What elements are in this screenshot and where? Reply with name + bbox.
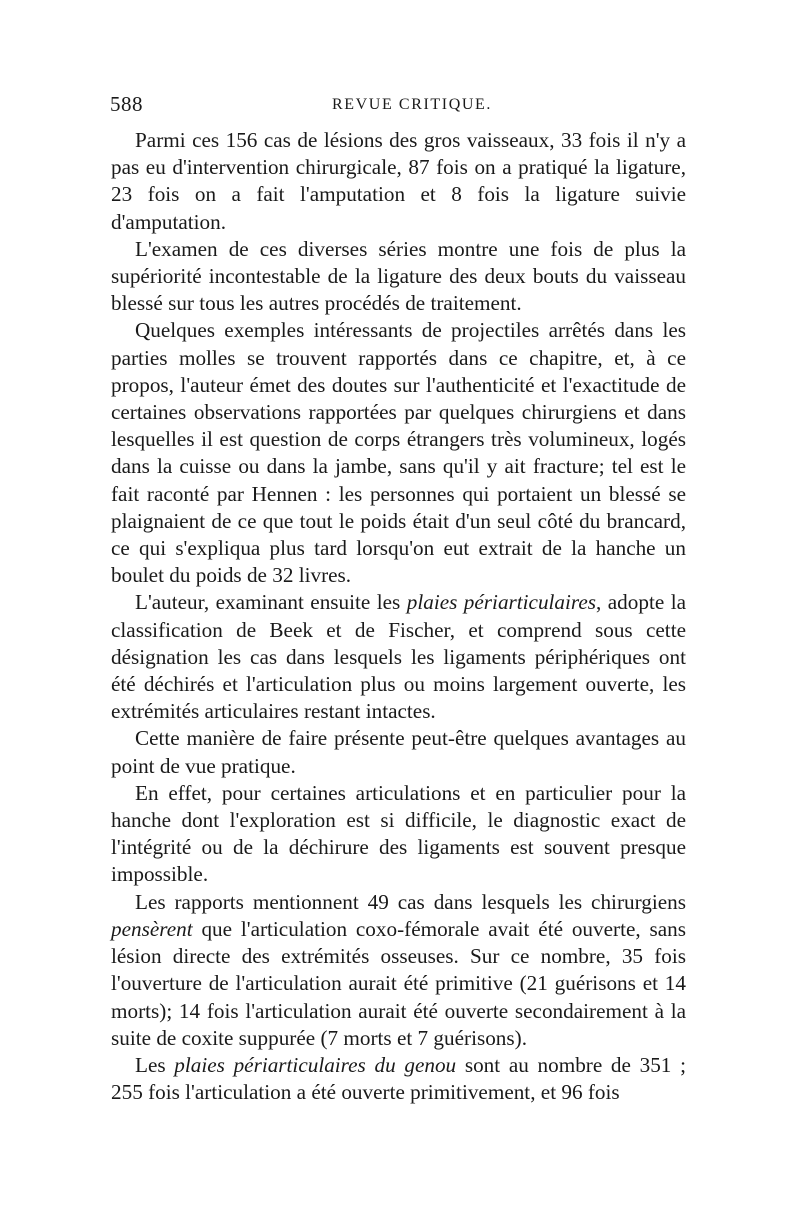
paragraph-4 — [111, 589, 686, 725]
text-segment: Cette manière de faire présente peut-être quelques avantages au point de vue pratique. — [111, 726, 686, 778]
text-segment: Quelques exemples intéressants de projectiles arrêtés dans les parties molles se trouvent rapportés dans ce chapitre, et, à ce propos, l'auteur émet des doutes sur l'authenticité et l'exactitude de certaines observations rapportées par quelques chirurgiens et dans lesquelles il est question de corps étrangers très volumineux, logés dans la cuisse ou dans la jambe, sans qu'il y ait fracture; tel est le fait raconté par Hennen : les personnes qui portaient un blessé se plaignaient de ce que tout le poids était d'un seul côté du brancard, ce qui s'expliqua plus tard lorsqu'on eut extrait de la hanche un boulet du poids de 32 livres. — [111, 318, 686, 588]
italic-term: pensèrent — [111, 916, 193, 941]
text-segment: sont au nombre de 351 ; 255 fois l'articulation a été ouverte primitivement, et 96 fois — [111, 1052, 686, 1105]
italic-term: plaies périarticulaires — [406, 590, 597, 615]
page-number: 588 — [110, 92, 143, 116]
italic-term: plaies périarticulaires du genou — [174, 1052, 457, 1077]
paragraph-2 — [111, 236, 686, 318]
paragraph-5 — [111, 725, 686, 779]
text-segment: Parmi ces 156 cas de lésions des gros vaisseaux, 33 fois il n'y a pas eu d'intervention chirurgicale, 87 fois on a pratiqué la ligature, 23 fois on a fait l'amputation et 8 fois la ligature suivie d'amputation. — [111, 128, 686, 234]
text-segment: , adopte la classification de Beek et de Fischer, et comprend sous cette désignation les cas dans lesquels les ligaments périphériques ont été déchirés et l'articulation plus ou moins largement ouverte, les extrémités articulaires restant intactes. — [111, 590, 686, 724]
text-segment: Les — [135, 1052, 175, 1077]
text-segment: L'examen de ces diverses séries montre une fois de plus la supériorité incontestable de la ligature des deux bouts du vaisseau blessé sur tous les autres procédés de traitement. — [111, 236, 686, 316]
text-segment: En effet, pour certaines articulations et en particulier pour la hanche dont l'exploration est si difficile, le diagnostic exact de l'intégrité ou de la déchirure des ligaments est souvent presque impossible. — [111, 780, 686, 887]
page-header — [110, 92, 688, 120]
paragraph-3 — [111, 317, 686, 589]
paragraph-7 — [111, 889, 686, 1052]
text-segment: L'auteur, examinant ensuite les — [135, 590, 407, 615]
paragraph-8 — [111, 1052, 686, 1106]
body-text — [111, 127, 686, 1106]
paragraph-6 — [111, 780, 686, 889]
paragraph-1 — [111, 127, 686, 236]
text-segment: Les rapports mentionnent 49 cas dans lesquels les chirurgiens — [135, 889, 686, 914]
running-title: REVUE CRITIQUE. — [332, 96, 492, 113]
text-segment: que l'articulation coxo-fémorale avait été ouverte, sans lésion directe des extrémités osseuses. Sur ce nombre, 35 fois l'ouverture de l'articulation aurait été primitive (21 guérisons et 14 morts); 14 fois l'articulation aurait été ouverte secondairement à la suite de coxite suppurée (7 morts et 7 guérisons). — [111, 916, 686, 1050]
